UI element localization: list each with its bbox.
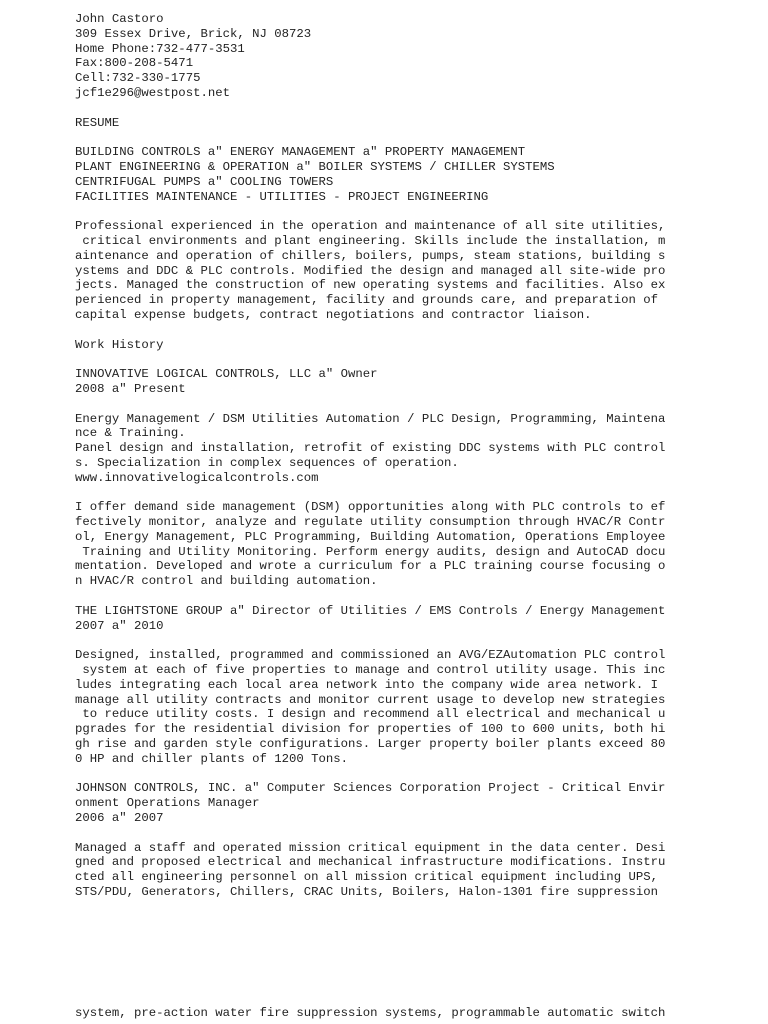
summary-line: critical environments and plant engineering. Skills include the installation, m bbox=[75, 233, 666, 248]
summary-paragraph bbox=[75, 219, 755, 323]
job-description-line: STS/PDU, Generators, Chillers, CRAC Units, Boilers, Halon-1301 fire suppression bbox=[75, 885, 658, 900]
contact-home-phone: Home Phone:732-477-3531 bbox=[75, 41, 245, 56]
job-description-line: 0 HP and chiller plants of 1200 Tons. bbox=[75, 751, 349, 766]
job-description-line: Managed a staff and operated mission critical equipment in the data center. Desi bbox=[75, 840, 666, 855]
spacer bbox=[75, 486, 755, 501]
job-dates: 2006 a" 2007 bbox=[75, 811, 164, 826]
job-entry bbox=[75, 367, 755, 589]
job-description-line: I offer demand side management (DSM) opportunities along with PLC controls to ef bbox=[75, 500, 666, 515]
summary-line: aintenance and operation of chillers, boilers, pumps, steam stations, building s bbox=[75, 248, 666, 263]
contact-address: 309 Essex Drive, Brick, NJ 08723 bbox=[75, 26, 312, 41]
job-intro-line: Panel design and installation, retrofit of existing DDC systems with PLC control bbox=[75, 441, 666, 456]
job-description-line: mentation. Developed and wrote a curriculum for a PLC training course focusing o bbox=[75, 559, 666, 574]
keyword-line: PLANT ENGINEERING & OPERATION a" BOILER SYSTEMS / CHILLER SYSTEMS bbox=[75, 159, 555, 174]
spacer bbox=[75, 204, 755, 219]
summary-line: jects. Managed the construction of new operating systems and facilities. Also ex bbox=[75, 278, 666, 293]
job-title-continued: onment Operations Manager bbox=[75, 796, 260, 811]
spacer bbox=[75, 352, 755, 367]
keyword-line: CENTRIFUGAL PUMPS a" COOLING TOWERS bbox=[75, 174, 334, 189]
summary-line: ystems and DDC & PLC controls. Modified the design and managed all site-wide pro bbox=[75, 263, 666, 278]
resume-heading: RESUME bbox=[75, 115, 120, 130]
job-description-line: ol, Energy Management, PLC Programming, Building Automation, Operations Employee bbox=[75, 529, 666, 544]
spacer bbox=[75, 101, 755, 116]
job-description-line: system at each of five properties to manage and control utility usage. This inc bbox=[75, 663, 666, 678]
summary-line: capital expense budgets, contract negotiations and contractor liaison. bbox=[75, 307, 592, 322]
job-description-line: Designed, installed, programmed and commissioned an AVG/EZAutomation PLC control bbox=[75, 648, 666, 663]
job-description-line: Training and Utility Monitoring. Perform energy audits, design and AutoCAD docu bbox=[75, 544, 666, 559]
job-description-line: ludes integrating each local area network into the company wide area network. I bbox=[75, 677, 658, 692]
job-description-line: fectively monitor, analyze and regulate utility consumption through HVAC/R Contr bbox=[75, 515, 666, 530]
contact-name: John Castoro bbox=[75, 12, 164, 26]
job-description-line: to reduce utility costs. I design and recommend all electrical and mechanical u bbox=[75, 707, 666, 722]
job-description-line: manage all utility contracts and monitor current usage to develop new strategies bbox=[75, 692, 666, 707]
job-title: INNOVATIVE LOGICAL CONTROLS, LLC a" Owner bbox=[75, 367, 378, 382]
spacer bbox=[75, 130, 755, 145]
job-description-line: gned and proposed electrical and mechanical infrastructure modifications. Instru bbox=[75, 855, 666, 870]
keywords-block bbox=[75, 145, 755, 204]
job-description-line: n HVAC/R control and building automation. bbox=[75, 574, 378, 589]
summary-line: perienced in property management, facility and grounds care, and preparation of bbox=[75, 293, 658, 308]
job-dates: 2007 a" 2010 bbox=[75, 618, 164, 633]
job-title: THE LIGHTSTONE GROUP a" Director of Utilities / EMS Controls / Energy Management bbox=[75, 603, 666, 618]
resume-document bbox=[75, 12, 755, 900]
contact-cell: Cell:732-330-1775 bbox=[75, 71, 201, 86]
job-entry bbox=[75, 781, 755, 899]
job-dates: 2008 a" Present bbox=[75, 381, 186, 396]
spacer bbox=[75, 633, 755, 648]
job-description-line: gh rise and garden style configurations. Larger property boiler plants exceed 80 bbox=[75, 737, 666, 752]
summary-line: Professional experienced in the operation and maintenance of all site utilities, bbox=[75, 219, 666, 234]
job-description-line: cted all engineering personnel on all mission critical equipment including UPS, bbox=[75, 870, 658, 885]
job-entry bbox=[75, 604, 755, 767]
spacer bbox=[75, 323, 755, 338]
job-description-line: pgrades for the residential division for properties of 100 to 600 units, both hi bbox=[75, 722, 666, 737]
spacer bbox=[75, 826, 755, 841]
job-intro-line: s. Specialization in complex sequences of operation. bbox=[75, 455, 459, 470]
job-intro-line: Energy Management / DSM Utilities Automation / PLC Design, Programming, Maintena bbox=[75, 411, 666, 426]
spacer bbox=[75, 397, 755, 412]
keyword-line: BUILDING CONTROLS a" ENERGY MANAGEMENT a" PROPERTY MANAGEMENT bbox=[75, 145, 526, 160]
spacer bbox=[75, 589, 755, 604]
job-title: JOHNSON CONTROLS, INC. a" Computer Sciences Corporation Project - Critical Envir bbox=[75, 781, 666, 796]
job-intro-line: nce & Training. bbox=[75, 426, 186, 441]
contact-email: jcf1e296@westpost.net bbox=[75, 85, 230, 100]
work-history-heading: Work History bbox=[75, 337, 164, 352]
contact-block bbox=[75, 12, 755, 101]
keyword-line: FACILITIES MAINTENANCE - UTILITIES - PROJECT ENGINEERING bbox=[75, 189, 489, 204]
job-website: www.innovativelogicalcontrols.com bbox=[75, 470, 319, 485]
page-continuation-line: system, pre-action water fire suppression systems, programmable automatic switch bbox=[75, 1006, 666, 1020]
contact-fax: Fax:800-208-5471 bbox=[75, 56, 194, 71]
spacer bbox=[75, 767, 755, 782]
